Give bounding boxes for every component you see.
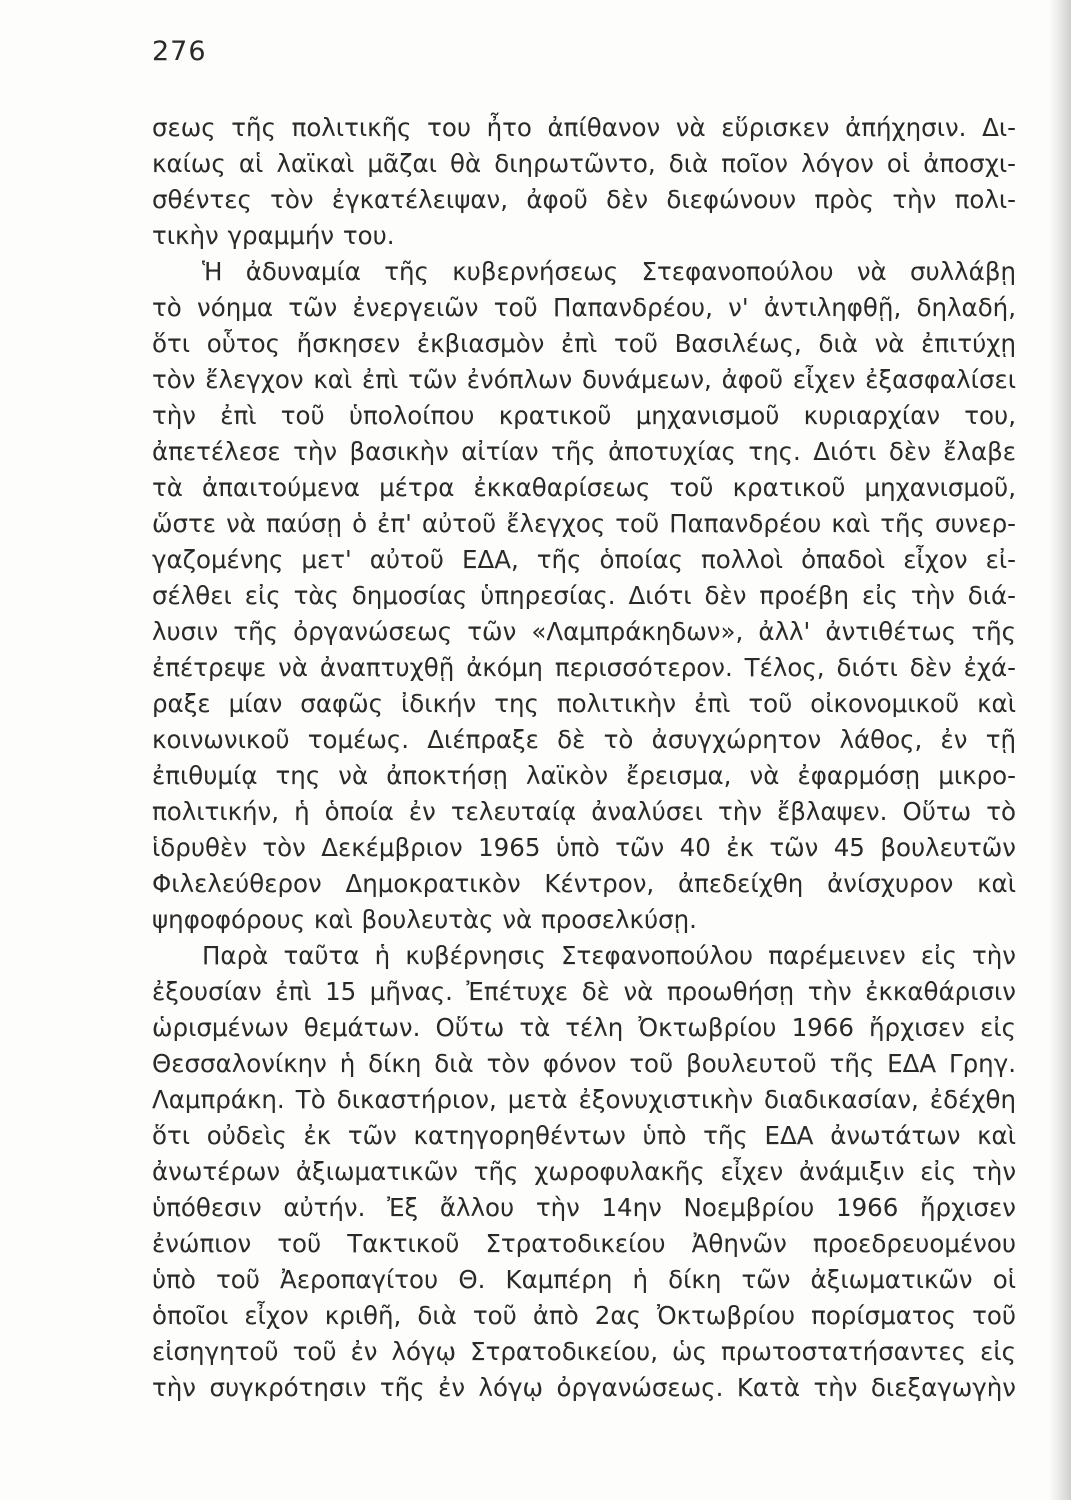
text-line: σέλθει εἰς τὰς δημοσίας ὑπηρεσίας. Διότι δὲν προέβη εἰς τὴν διά- bbox=[152, 581, 1016, 610]
text-line: ψηφοφόρους καὶ βουλευτὰς νὰ προσελκύσῃ. bbox=[152, 905, 697, 934]
text-line: ἐξουσίαν ἐπὶ 15 μῆνας. Ἐπέτυχε δὲ νὰ προωθήσῃ τὴν ἐκκαθάρισιν bbox=[152, 977, 1016, 1006]
text-line: ὡρισμένων θεμάτων. Οὕτω τὰ τέλη Ὀκτωβρίου 1966 ἤρχισεν εἰς bbox=[152, 1013, 1016, 1042]
text-line: ἐνώπιον τοῦ Τακτικοῦ Στρατοδικείου Ἀθηνῶν προεδρευομένου bbox=[152, 1229, 1016, 1258]
text-line: σεως τῆς πολιτικῆς του ἦτο ἀπίθανον νὰ εὕρισκεν ἀπήχησιν. Δι- bbox=[152, 113, 1016, 142]
text-line: τικὴν γραμμήν του. bbox=[152, 221, 395, 250]
text-line: ὥστε νὰ παύσῃ ὁ ἐπ' αὐτοῦ ἔλεγχος τοῦ Παπανδρέου καὶ τῆς συνερ- bbox=[152, 509, 1016, 538]
text-line: πολιτικήν, ἡ ὁποία ἐν τελευταίᾳ ἀναλύσει τὴν ἔβλαψεν. Οὕτω τὸ bbox=[152, 797, 1016, 826]
text-line: εἰσηγητοῦ τοῦ ἐν λόγῳ Στρατοδικείου, ὡς πρωτοστατήσαντες εἰς bbox=[152, 1337, 1016, 1366]
text-line: τὸ νόημα τῶν ἐνεργειῶν τοῦ Παπανδρέου, ν' ἀντιληφθῇ, δηλαδή, bbox=[152, 293, 1016, 322]
page-number: 276 bbox=[152, 36, 207, 67]
text-line: τὰ ἀπαιτούμενα μέτρα ἐκκαθαρίσεως τοῦ κρατικοῦ μηχανισμοῦ, bbox=[152, 473, 1016, 502]
text-line: λυσιν τῆς ὀργανώσεως τῶν «Λαμπράκηδων», ἀλλ' ἀντιθέτως τῆς bbox=[152, 617, 1016, 646]
text-line: Ἡ ἀδυναμία τῆς κυβερνήσεως Στεφανοπούλου νὰ συλλάβῃ bbox=[202, 257, 1016, 286]
text-line: ραξε μίαν σαφῶς ἰδικήν της πολιτικὴν ἐπὶ τοῦ οἰκονομικοῦ καὶ bbox=[152, 689, 1016, 718]
text-line: καίως αἱ λαϊκαὶ μᾶζαι θὰ διηρωτῶντο, διὰ ποῖον λόγον οἱ ἀποσχι- bbox=[152, 149, 1016, 178]
text-line: Θεσσαλονίκην ἡ δίκη διὰ τὸν φόνον τοῦ βουλευτοῦ τῆς ΕΔΑ Γρηγ. bbox=[152, 1049, 1016, 1078]
text-line: ὅτι οὐδεὶς ἐκ τῶν κατηγορηθέντων ὑπὸ τῆς ΕΔΑ ἀνωτάτων καὶ bbox=[152, 1121, 1016, 1150]
text-line: ἐπέτρεψε νὰ ἀναπτυχθῇ ἀκόμη περισσότερον. Τέλος, διότι δὲν ἐχά- bbox=[152, 653, 1016, 682]
text-line: ἐπιθυμίᾳ της νὰ ἀποκτήσῃ λαϊκὸν ἔρεισμα, νὰ ἐφαρμόσῃ μικρο- bbox=[152, 761, 1016, 790]
text-line: Παρὰ ταῦτα ἡ κυβέρνησις Στεφανοπούλου παρέμεινεν εἰς τὴν bbox=[202, 941, 1016, 970]
text-line: τὴν ἐπὶ τοῦ ὑπολοίπου κρατικοῦ μηχανισμοῦ κυριαρχίαν του, bbox=[152, 401, 1016, 430]
text-line: τὸν ἔλεγχον καὶ ἐπὶ τῶν ἐνόπλων δυνάμεων, ἀφοῦ εἶχεν ἐξασφαλίσει bbox=[152, 365, 1016, 394]
text-line: ὑπόθεσιν αὐτήν. Ἐξ ἄλλου τὴν 14ην Νοεμβρίου 1966 ἤρχισεν bbox=[152, 1193, 1016, 1222]
text-line: ἀνωτέρων ἀξιωματικῶν τῆς χωροφυλακῆς εἶχεν ἀνάμιξιν εἰς τὴν bbox=[152, 1157, 1016, 1186]
text-line: Λαμπράκη. Τὸ δικαστήριον, μετὰ ἐξονυχιστικὴν διαδικασίαν, ἐδέχθη bbox=[152, 1085, 1016, 1114]
text-line: σθέντες τὸν ἐγκατέλειψαν, ἀφοῦ δὲν διεφώνουν πρὸς τὴν πολι- bbox=[152, 185, 1016, 214]
text-line: ἱδρυθὲν τὸν Δεκέμβριον 1965 ὑπὸ τῶν 40 ἐκ τῶν 45 βουλευτῶν bbox=[152, 833, 1016, 862]
text-line: ὁποῖοι εἶχον κριθῆ, διὰ τοῦ ἀπὸ 2ας Ὀκτωβρίου πορίσματος τοῦ bbox=[152, 1301, 1016, 1330]
text-line: Φιλελεύθερον Δημοκρατικὸν Κέντρον, ἀπεδείχθη ἀνίσχυρον καὶ bbox=[152, 869, 1016, 898]
text-line: κοινωνικοῦ τομέως. Διέπραξε δὲ τὸ ἀσυγχώρητον λάθος, ἐν τῇ bbox=[152, 725, 1016, 754]
text-line: γαζομένης μετ' αὐτοῦ ΕΔΑ, τῆς ὁποίας πολλοὶ ὀπαδοὶ εἶχον εἰ- bbox=[152, 545, 1016, 574]
text-line: τὴν συγκρότησιν τῆς ἐν λόγῳ ὀργανώσεως. Κατὰ τὴν διεξαγωγὴν bbox=[152, 1373, 1016, 1402]
text-line: ὅτι οὗτος ἤσκησεν ἐκβιασμὸν ἐπὶ τοῦ Βασιλέως, διὰ νὰ ἐπιτύχῃ bbox=[152, 329, 1016, 358]
text-line: ὑπὸ τοῦ Ἀεροπαγίτου Θ. Καμπέρη ἡ δίκη τῶν ἀξιωματικῶν οἱ bbox=[152, 1265, 1016, 1294]
page-edge-shadow bbox=[1049, 0, 1071, 1500]
text-line: ἀπετέλεσε τὴν βασικὴν αἰτίαν τῆς ἀποτυχίας της. Διότι δὲν ἔλαβε bbox=[152, 437, 1016, 466]
